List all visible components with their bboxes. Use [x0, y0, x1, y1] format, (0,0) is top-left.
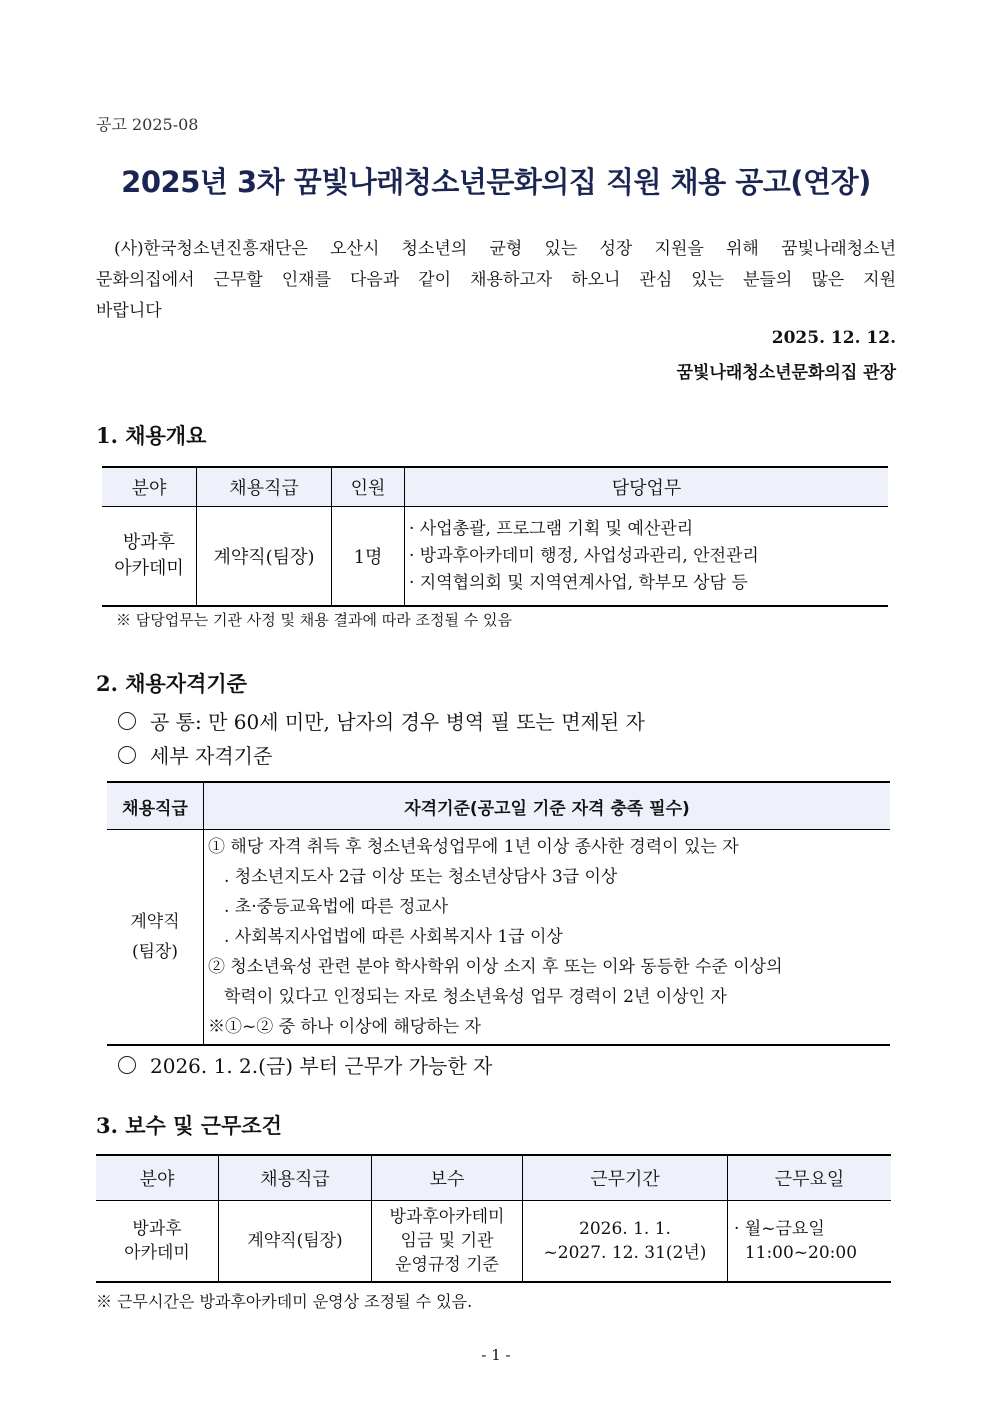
intro-line-1: (사)한국청소년진흥재단은 오산시 청소년의 균형 있는 성장 지원을 위해 꿈빛나래청소년	[114, 239, 896, 259]
col-position: 채용직급	[219, 1155, 372, 1201]
section-3-heading: 3. 보수 및 근무조건	[96, 1113, 282, 1138]
col-field: 분야	[96, 1155, 219, 1201]
period-cell: 2026. 1. 1. ~2027. 12. 31(2년)	[523, 1201, 728, 1283]
recruitment-overview-table	[102, 466, 888, 607]
col-pay: 보수	[372, 1155, 523, 1201]
circle-bullet-icon	[118, 746, 136, 764]
intro-line-2: 문화의집에서 근무할 인재를 다음과 같이 채용하고자 하오니 관심 있는 분들의 많은 지원	[96, 270, 896, 290]
section-2-heading: 2. 채용자격기준	[96, 671, 247, 696]
count-cell: 1명	[332, 507, 405, 607]
duties-cell	[405, 507, 889, 607]
start-requirement	[118, 1050, 492, 1079]
qualification-table	[107, 781, 890, 1046]
pay-cell: 방과후아카테미 임금 및 기관 운영규정 기준	[372, 1201, 523, 1283]
col-days: 근무요일	[728, 1155, 892, 1201]
criterion-2-cont: 학력이 있다고 인정되는 자로 청소년육성 업무 경력이 2년 이상인 자	[224, 987, 727, 1007]
circle-bullet-icon	[118, 1056, 136, 1074]
pay-conditions-table	[96, 1154, 891, 1283]
col-position: 채용직급	[107, 782, 204, 830]
notice-number: 공고 2025-08	[96, 115, 199, 134]
position-cell: 계약직(팀장)	[219, 1201, 372, 1283]
criterion-1a: . 청소년지도사 2급 이상 또는 청소년상담사 3급 이상	[224, 867, 618, 887]
detail-requirement	[118, 740, 272, 769]
position-cell: 계약직(팀장)	[197, 507, 332, 607]
section-1-heading: 1. 채용개요	[96, 423, 207, 448]
criterion-1c: . 사회복지사업법에 따른 사회복지사 1급 이상	[224, 927, 563, 947]
duty-item: · 방과후아카데미 행정, 사업성과관리, 안전관리	[409, 545, 759, 566]
signature: 꿈빛나래청소년문화의집 관장	[676, 363, 896, 383]
section-3-note: ※ 근무시간은 방과후아카데미 운영상 조정될 수 있음.	[96, 1292, 473, 1311]
table-row	[102, 507, 888, 607]
table-row	[107, 830, 890, 1046]
col-position: 채용직급	[197, 467, 332, 507]
page-title: 2025년 3차 꿈빛나래청소년문화의집 직원 채용 공고(연장)	[121, 165, 871, 199]
duty-item: · 사업총괄, 프로그램 기획 및 예산관리	[409, 518, 694, 539]
col-count: 인원	[332, 467, 405, 507]
field-cell: 방과후 아카데미	[96, 1201, 219, 1283]
detail-requirement-text: 세부 자격기준	[150, 744, 273, 768]
section-1-note: ※ 담당업무는 기관 사정 및 채용 결과에 따라 조정될 수 있음	[116, 611, 512, 629]
criterion-1: ① 해당 자격 취득 후 청소년육성업무에 1년 이상 종사한 경력이 있는 자	[208, 837, 739, 857]
days-cell: · 월~금요일 11:00~20:00	[728, 1201, 892, 1283]
criteria-cell	[204, 830, 891, 1046]
col-period: 근무기간	[523, 1155, 728, 1201]
intro-line-3: 바랍니다	[96, 301, 162, 321]
page-number: - 1 -	[481, 1346, 511, 1364]
table-row	[96, 1201, 891, 1283]
criterion-note: ※①~② 중 하나 이상에 해당하는 자	[208, 1017, 481, 1037]
criterion-1b: . 초·중등교육법에 따른 정교사	[224, 897, 449, 917]
field-cell: 방과후 아카데미	[102, 507, 197, 607]
duty-item: · 지역협의회 및 지역연계사업, 학부모 상담 등	[409, 572, 748, 593]
common-requirement-text: 공 통: 만 60세 미만, 남자의 경우 병역 필 또는 면제된 자	[150, 710, 645, 734]
col-field: 분야	[102, 467, 197, 507]
col-criteria: 자격기준(공고일 기준 자격 충족 필수)	[204, 782, 891, 830]
common-requirement	[118, 706, 645, 735]
col-duties: 담당업무	[405, 467, 889, 507]
notice-date: 2025. 12. 12.	[771, 328, 896, 348]
criterion-2: ② 청소년육성 관련 분야 학사학위 이상 소지 후 또는 이와 동등한 수준 이상의	[208, 957, 783, 977]
start-requirement-text: 2026. 1. 2.(금) 부터 근무가 가능한 자	[150, 1054, 493, 1078]
circle-bullet-icon	[118, 712, 136, 730]
position-cell: 계약직 (팀장)	[107, 830, 204, 1046]
